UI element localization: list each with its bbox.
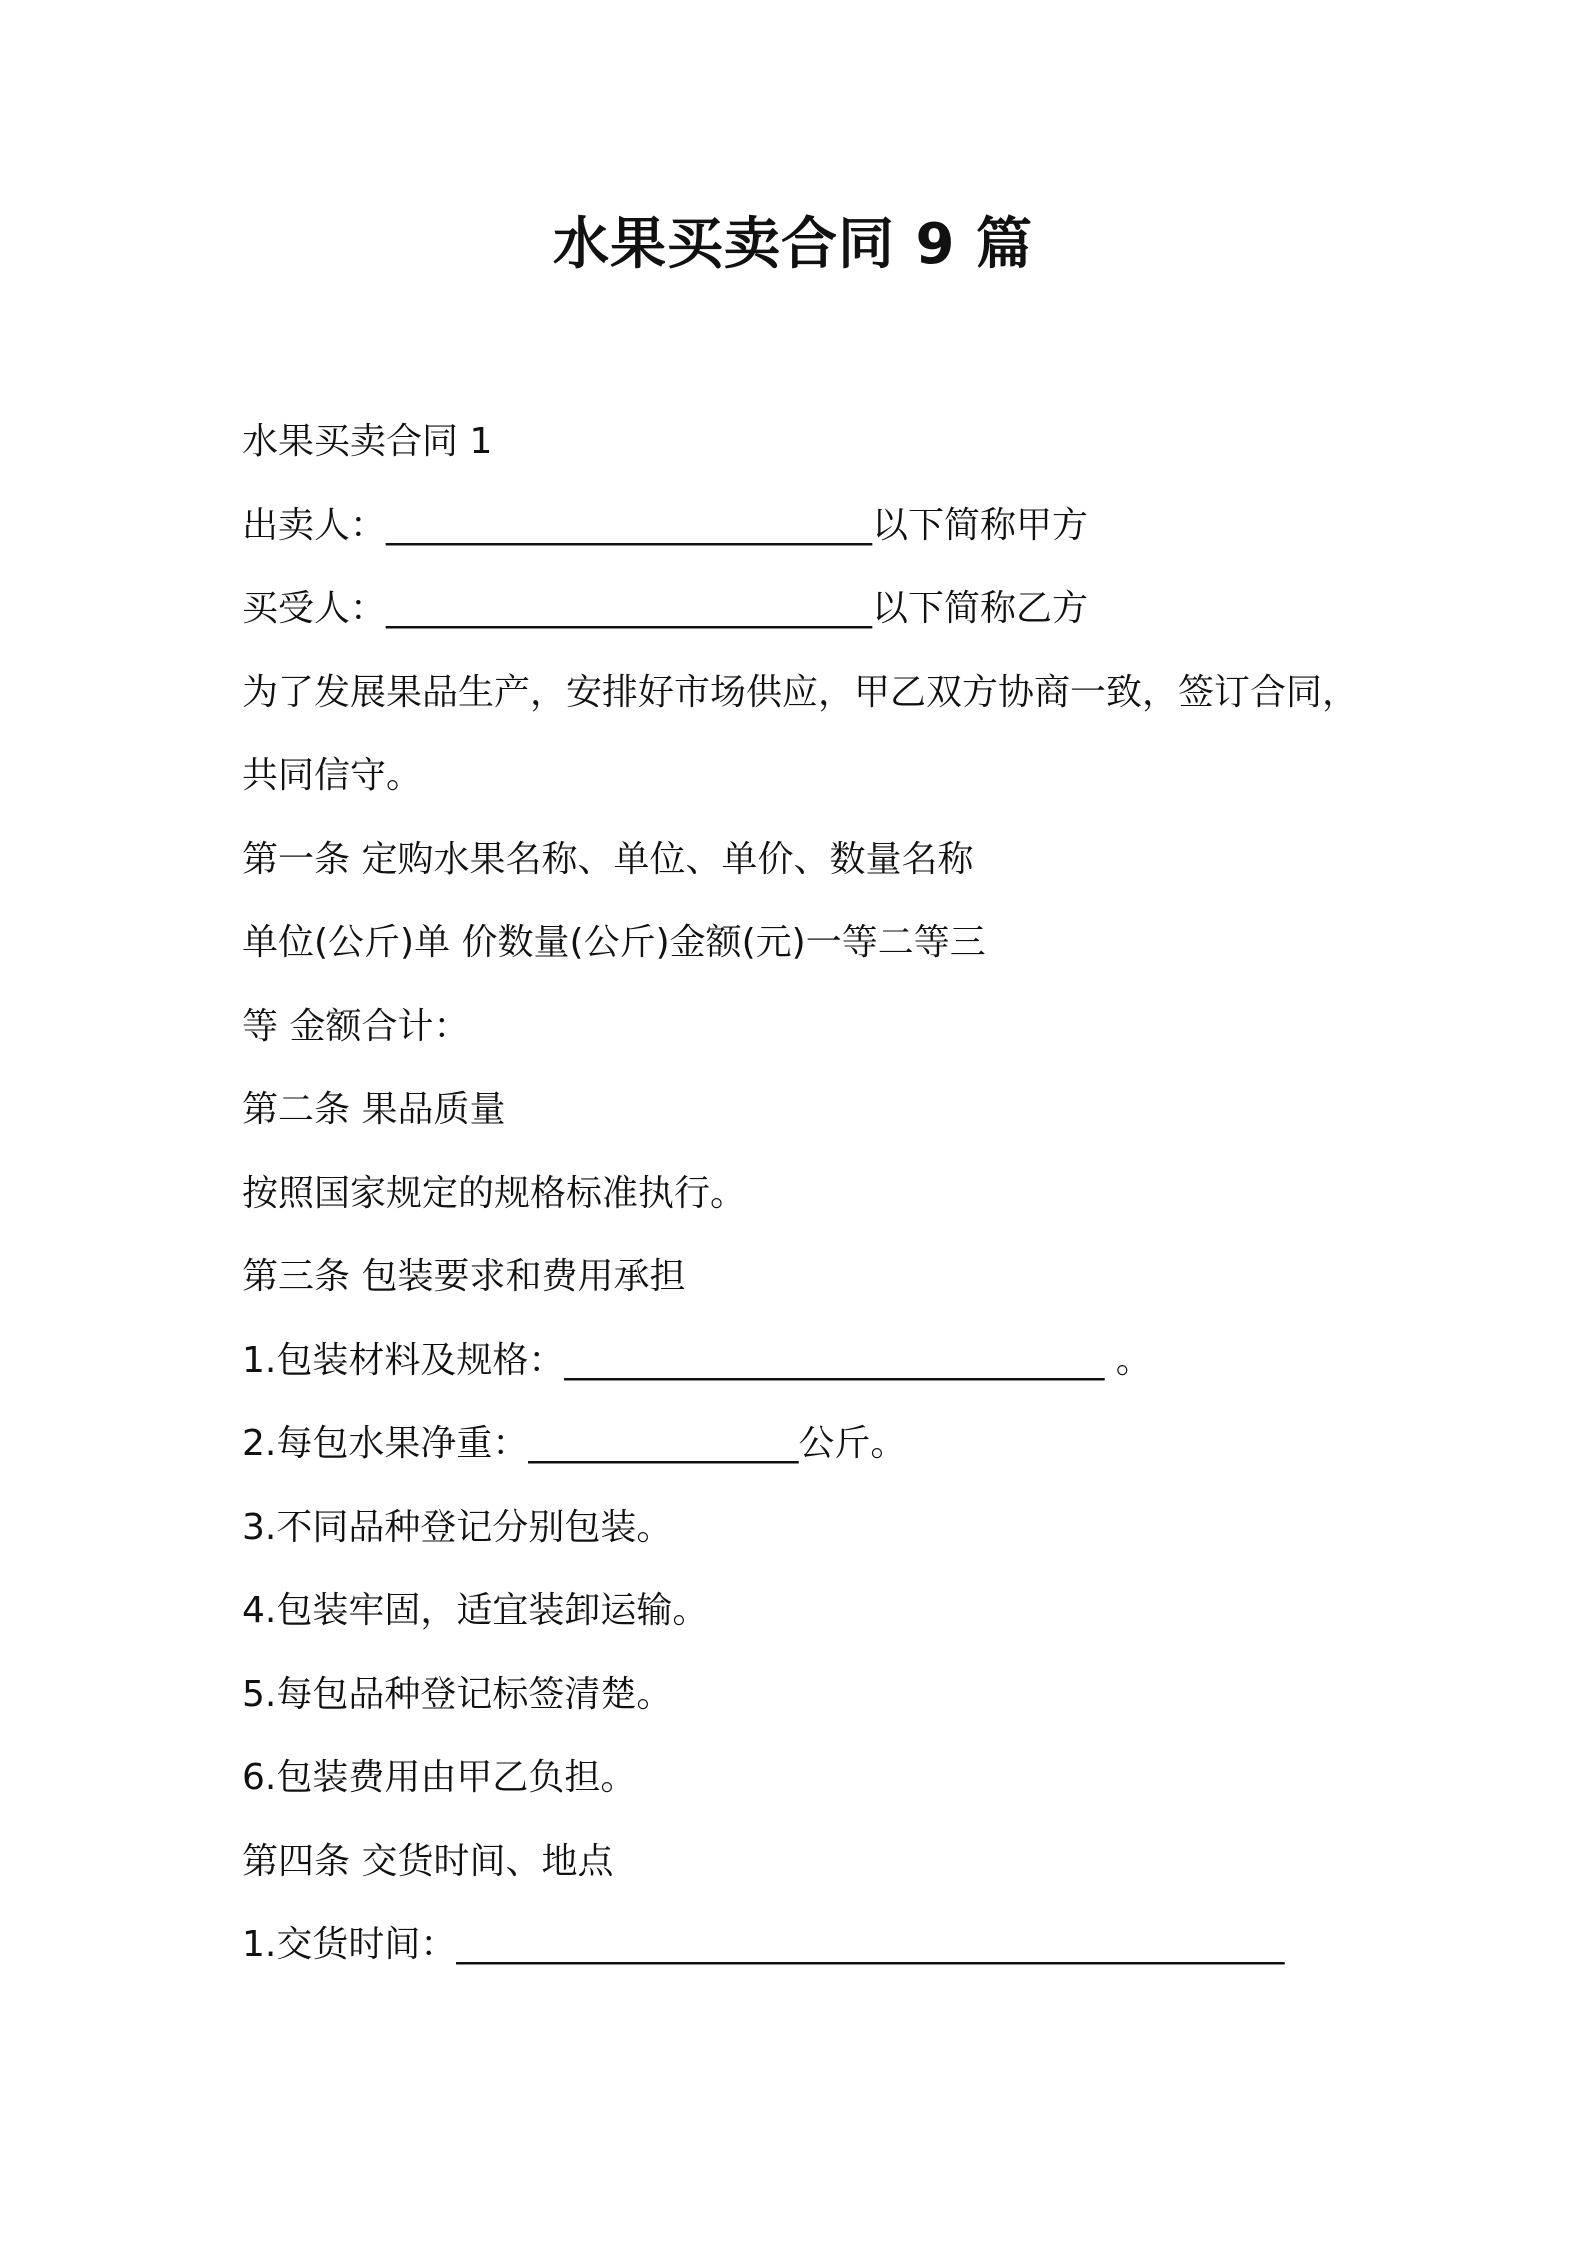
article-3-item-4: 4.包装牢固，适宜装卸运输。 [242,1590,709,1631]
buyer-line: 买受人：___________________________以下简称乙方 [242,588,1089,629]
article-3-item-6: 6.包装费用由甲乙负担。 [242,1757,637,1798]
article-3-heading: 第三条 包装要求和费用承担 [242,1256,686,1297]
article-1-table-line-2: 等 金额合计： [242,1005,470,1047]
article-4-item-1: 1.交货时间：______________________________________________ [242,1924,1285,1965]
article-1-table-line-1: 单位(公斤)单 价数量(公斤)金额(元)一等二等三 [242,922,986,963]
contract-subtitle: 水果买卖合同 1 [242,421,493,462]
article-1-heading: 第一条 定购水果名称、单位、单价、数量名称 [242,838,974,880]
preamble-line-1: 为了发展果品生产，安排好市场供应，甲乙双方协商一致，签订合同， [242,671,1359,713]
article-2-heading: 第二条 果品质量 [242,1089,506,1130]
article-3-item-5: 5.每包品种登记标签清楚。 [242,1673,673,1715]
article-4-heading: 第四条 交货时间、地点 [242,1840,614,1882]
article-2-text: 按照国家规定的规格标准执行。 [242,1172,747,1214]
seller-line: 出卖人：___________________________以下简称甲方 [242,504,1089,546]
document-title: 水果买卖合同 9 篇 [553,212,1033,277]
article-3-item-3: 3.不同品种登记分别包装。 [242,1506,673,1548]
preamble-line-2: 共同信守。 [242,755,423,796]
article-3-item-1: 1.包装材料及规格：______________________________ 。 [242,1339,1152,1381]
article-3-item-2: 2.每包水果净重：_______________公斤。 [242,1423,907,1464]
document-body [242,400,1382,1987]
